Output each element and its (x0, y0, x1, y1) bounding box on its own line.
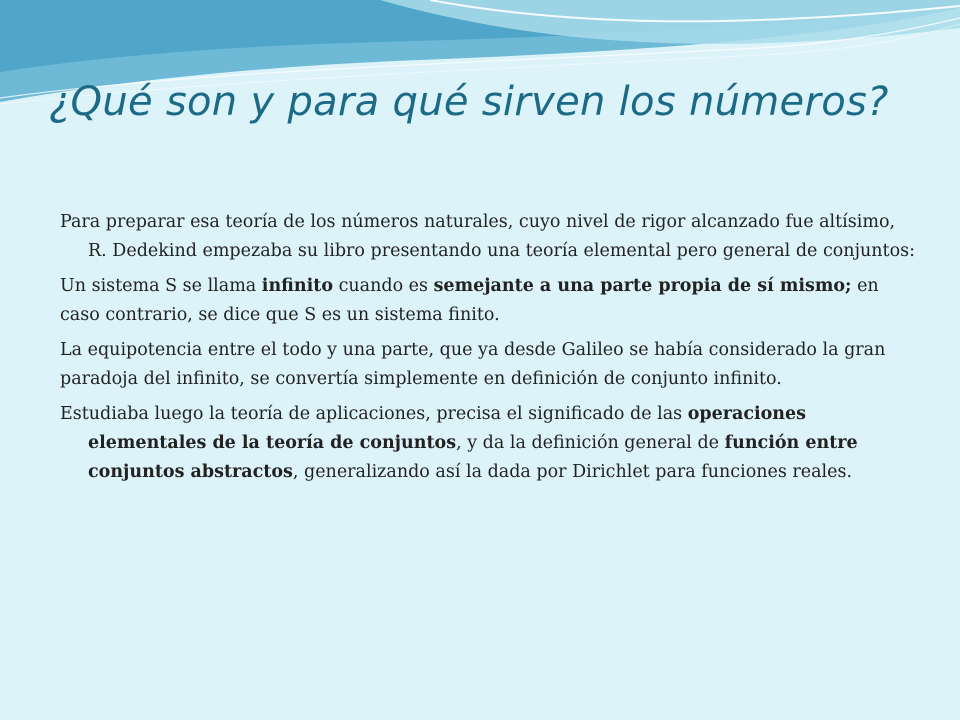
text-segment: Un sistema S se llama (60, 276, 262, 296)
paragraph-dedekind: Para preparar esa teoría de los números naturales, cuyo nivel de rigor alcanzado fue altísimo, R. Dedekind empezaba su libro presentando una teoría elemental pero general de conjuntos: (60, 212, 915, 261)
bold-term-operaciones: operaciones elementales de la teoría de conjuntos (88, 404, 807, 453)
text-segment: en caso contrario, se dice que S es un sistema finito. (60, 276, 879, 325)
text-segment: , generalizando así la dada por Dirichlet para funciones reales. (292, 462, 853, 482)
paragraph-infinite-definition (60, 272, 915, 330)
paragraph-aplicaciones (60, 400, 915, 487)
paragraph-equipotencia: La equipotencia entre el todo y una parte, que ya desde Galileo se había considerado la gran paradoja del infinito, se convertía simplemente en definición de conjunto infinito. (60, 340, 886, 389)
slide-body (60, 208, 915, 493)
bold-term-semejante: semejante a una parte propia de sí mismo; (433, 276, 852, 296)
text-segment: , y da la definición general de (456, 433, 725, 453)
text-segment: Estudiaba luego la teoría de aplicaciones, precisa el significado de las (60, 404, 688, 424)
bold-term-funcion: función entre conjuntos abstractos (88, 433, 858, 482)
text-segment: cuando es (333, 276, 434, 296)
bold-term-infinito: infinito (261, 276, 334, 296)
slide-title: ¿Qué son y para qué sirven los números? (49, 79, 889, 125)
